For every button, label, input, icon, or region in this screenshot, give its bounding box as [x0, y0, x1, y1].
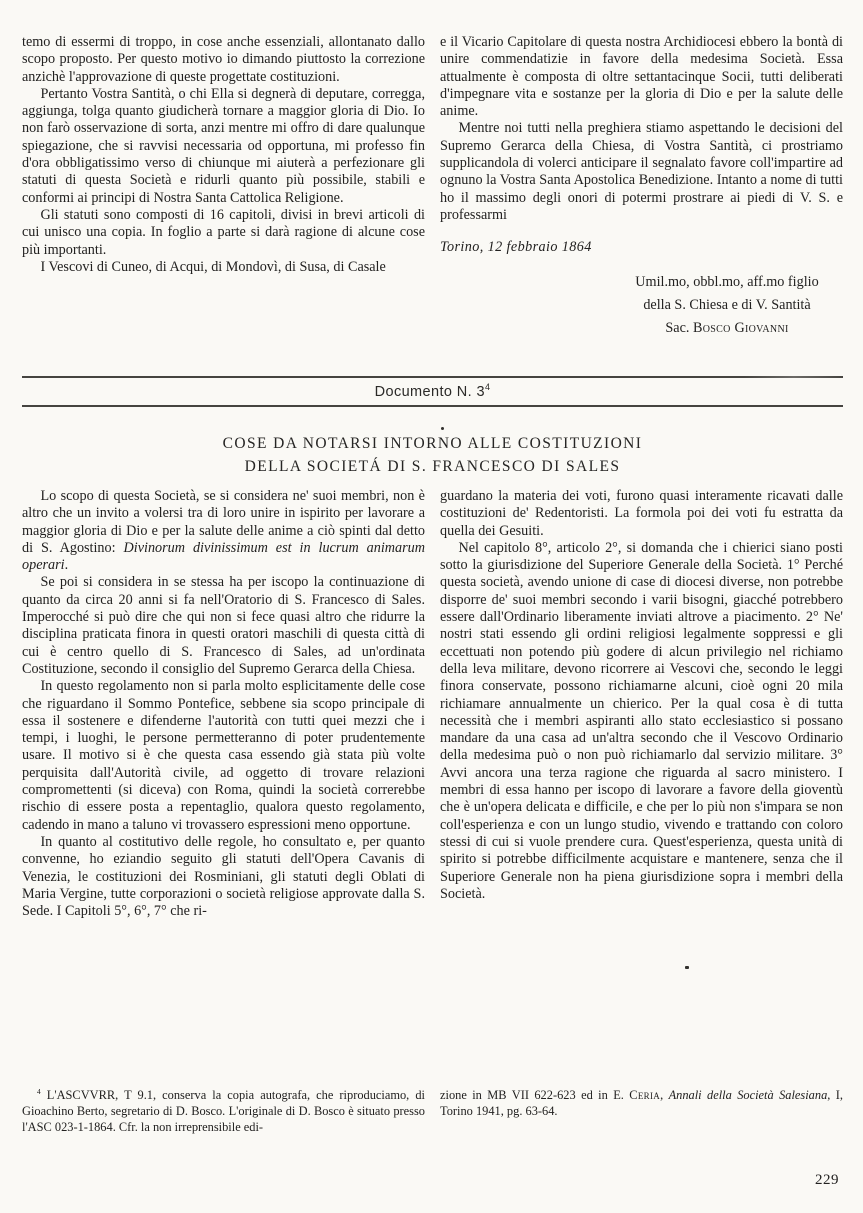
- document-body-section: [22, 488, 843, 920]
- document-title: [22, 432, 843, 478]
- document-paragraph: guardano la materia dei voti, furono quasi interamente ricavati dalle costituzioni de' Redentoristi. La formola poi dei voti fu estratta da quella dei Gesuiti.: [440, 488, 843, 539]
- document-paragraph: [22, 488, 425, 574]
- letter-paragraph: e il Vicario Capitolare di questa nostra Archidiocesi ebbero la bontà di unire commendatizie in favore della medesima Società. Essa attualmente è composta di oltre settantacinque Socii, tutti deliberati d'impegnare vita e sostanze per la gloria di Dio e per la salute delle anime.: [440, 34, 843, 120]
- signature-block: [611, 271, 843, 340]
- latin-quote: Divinorum divinissimum est in lucrum animarum operari: [22, 539, 425, 574]
- footnote-body: , I, Torino 1941, pg. 63-64.: [440, 1088, 844, 1118]
- footnote-left-column: [22, 1088, 425, 1135]
- footnote-text: [440, 1088, 843, 1120]
- document-title-line1: COSE DA NOTARSI INTORNO ALLE COSTITUZIONI: [222, 435, 643, 452]
- footnote-section: [22, 1088, 843, 1135]
- signature-name: [611, 317, 843, 340]
- footnote-reference-mark: 4: [36, 1086, 41, 1096]
- paragraph-text: Lo scopo di questa Società, se si considera ne' suoi membri, non è altro che un invito a volersi tra di loro unire in ispirito per lavorare a maggior gloria di Dio e per la salute delle anime a ciò spinti dal detto di S. Agostino:: [22, 488, 425, 556]
- valediction-line: Umil.mo, obbl.mo, aff.mo figlio: [635, 273, 819, 290]
- page-number: 229: [815, 1172, 839, 1188]
- document-paragraph: Se poi si considera in se stessa ha per iscopo la continuazione di quanto da circa 20 anni si fa nell'Oratorio di S. Francesco di Sales. Imperocché si può dire che qui non si fece quasi altro che ridurre la disciplina praticata finora in questi oratori maschili di questa città di cui è centro quello di S. Francesco di Sales, ad un'ordinata Costituzione, secondo il consiglio del Supremo Gerarca della Chiesa.: [22, 574, 425, 677]
- letter-paragraph: Pertanto Vostra Santità, o chi Ella si degnerà di deputare, corregga, aggiunga, tolga quanto giudicherà tornare a maggior gloria di Dio. Io non farò osservazione di sorta, anzi mentre mi offro di dare qualunque spiegazione, che si ravvisi necessaria od opportuna, mi professo fin d'ora obbligatissimo verso di chiunque mi aiuterà a perfezionare gli statuti di questa Società e ridurli quanto più possibile, stabili e conformi ai principi di Nostra Santa Cattolica Religione.: [22, 85, 425, 206]
- document-header-divider: [22, 376, 843, 407]
- footnote-body: ,: [660, 1088, 669, 1102]
- horizontal-rule-bottom: [22, 405, 843, 407]
- ink-speck: [441, 427, 444, 430]
- document-left-column: [22, 488, 425, 920]
- document-paragraph: In quanto al costitutivo delle regole, ho consultato e, per quanto convenne, ho eziandio seguito gli statuti dell'Opera Cavanis di Venezia, le costituzioni dei Rosminiani, gli statuti degli Oblati di Maria Vergine, tutte corporazioni o società religiose approvate dalla S. Sede. I Capitoli 5°, 6°, 7° che ri-: [22, 833, 425, 920]
- letter-section: [22, 34, 843, 340]
- letter-right-column: [440, 34, 843, 340]
- footnote-author-name: Ceria: [629, 1088, 661, 1102]
- ink-speck: [685, 966, 689, 969]
- letter-paragraph: temo di essermi di troppo, in cose anche essenziali, allontanato dallo scopo proposto. Per questo motivo io dimando piuttosto la correzione anzichè l'approvazione di queste progettate costituzioni.: [22, 34, 425, 85]
- footnote-work-title: Annali della Società Salesiana: [668, 1088, 828, 1102]
- document-right-column: [440, 488, 843, 920]
- document-number-text: Documento N. 3: [374, 384, 485, 400]
- footnote-body: zione in MB VII 622-623 ed in E.: [440, 1088, 630, 1102]
- letter-paragraph: Gli statuti sono composti di 16 capitoli, divisi in brevi articoli di cui unisco una copia. In foglio a parte si darà ragione di alcune cose più importanti.: [22, 206, 425, 258]
- valediction-line: della S. Chiesa e di V. Santità: [643, 296, 811, 313]
- letter-paragraph: I Vescovi di Cuneo, di Acqui, di Mondovì, di Susa, di Casale: [40, 258, 386, 275]
- letter-left-column: [22, 34, 425, 340]
- document-title-line2: DELLA SOCIETÁ DI S. FRANCESCO DI SALES: [244, 458, 621, 475]
- letter-paragraph: Mentre noi tutti nella preghiera stiamo aspettando le decisioni del Supremo Gerarca della Chiesa, di Vostra Santità, ci prostriamo supplicandola di volerci anticipare il segnalato favore coll'impartire ad ognuno la Vostra Santa Apostolica Benedizione. Intanto a nome di tutti ho il massimo degli onori di potermi prostrare ai piedi di V. S. e professarmi: [440, 120, 843, 223]
- signature-surname: Bosco Giovanni: [692, 319, 789, 336]
- document-paragraph: Nel capitolo 8°, articolo 2°, si domanda che i chierici siano posti sotto la giurisdizione del Superiore Generale della Società. 1° Perché questa società, avendo unione di case di diocesi diverse, non potrebbe disporre de' suoi membri secondo i varii bisogni, giacché potrebbero essere dall'Ordinario liberamente inviati altrove a piacimento. 2° Ne' nostri stati essendo gli ordini religiosi legalmente soppressi e gli eccettuati non potendo più godere di alcun privilegio nel richiamo della leva militare, devono ricorrere ai Vescovi che, secondo le leggi finora conservate, possono richiamarne alcuni, cioè ogni 20 mila richiamare annualmente un chierico. Per la qual cosa è di tutta necessità che i membri aspiranti allo stato ecclesiastico si possano mandare da una casa ad un'altra secondo che il Vescovo Ordinario della medesima può o non può richiamarlo dal servizio militare. 3° Avvi ancora una terza ragione che riguarda al sacro ministero. I membri di essa hanno per iscopo di lavorare a favore della gioventù che è un'opera delicata e difficile, e che per lo più non s'impara se non coll'esperienza e con un lungo studio, vivendo e trattando con coloro stessi di cui si vuole prendere cura. Quest'esperienza, questa unità di spirito si potrebbe difficilmente acquistare e mantenere, senza che il Superiore Generale non ha piena giurisdizione sopra i membri della Società.: [440, 539, 843, 902]
- footnote-text: [22, 1088, 425, 1135]
- paragraph-text: .: [64, 557, 69, 574]
- footnote-right-column: [440, 1088, 843, 1135]
- footnote-body: L'ASCVVRR, T 9.1, conserva la copia autografa, che riproduciamo, di Gioachino Berto, segretario di D. Bosco. L'originale di D. Bosco è situato presso l'ASC 023-1-1864. Cfr. la non irreprensibile edi-: [22, 1088, 425, 1134]
- document-paragraph: In questo regolamento non si parla molto esplicitamente delle cose che riguardano il Sommo Pontefice, sebbene sia scopo principale di essa il sostenere e difenderne l'autorità con tutti quei mezzi che i tempi, i luoghi, le persone permetteranno di poter prudentemente usare. Il motivo si è che questa casa essendo già stata più volte perquisita dall'Autorità civile, ad oggetto di trovare relazioni compromettenti (si diceva) con Roma, quindi la società correrebbe rischio di essere posta a repentaglio, qualora questo regolamento, cadendo in mano a taluno vi trovassero espressioni meno opportune.: [22, 678, 425, 833]
- document-number-label: [22, 378, 843, 405]
- letter-dateline: Torino, 12 febbraio 1864: [440, 239, 592, 256]
- signature-prefix: Sac.: [665, 319, 693, 336]
- footnote-reference-mark: 4: [484, 382, 491, 393]
